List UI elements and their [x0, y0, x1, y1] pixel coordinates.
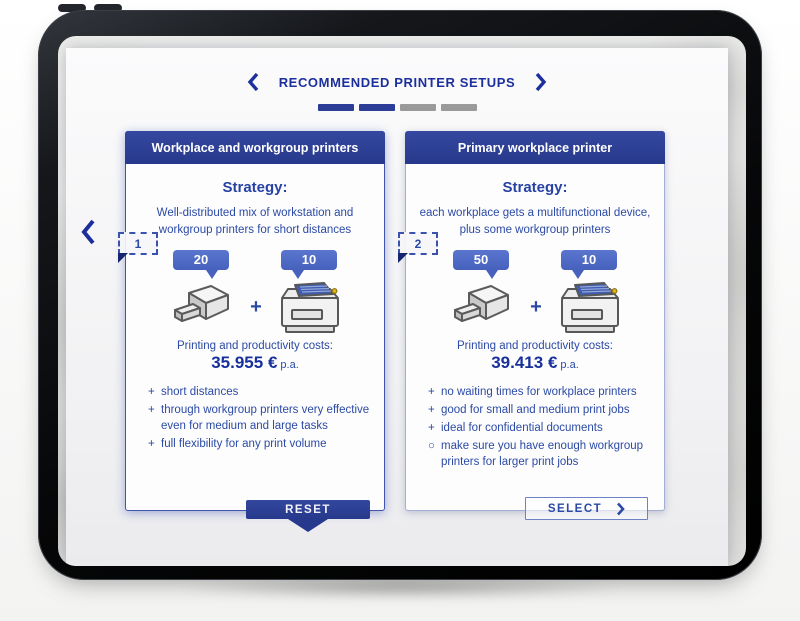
index-label: 1	[134, 236, 142, 251]
benefit-list	[148, 384, 370, 454]
app-panel	[66, 48, 728, 566]
setup-card-1	[125, 131, 385, 511]
benefit-list	[428, 384, 650, 472]
cost-value: 35.955 €	[211, 353, 278, 372]
list-item	[428, 402, 650, 418]
setup-index-tab-1[interactable]	[118, 232, 158, 255]
strategy-description: each workplace gets a multifunctional device, plus some workgroup printers	[419, 207, 651, 236]
list-item	[148, 436, 370, 452]
card-title: Primary workplace printer	[457, 140, 613, 155]
list-item	[428, 384, 650, 400]
list-item	[148, 384, 370, 400]
costs-label: Printing and productivity costs:	[177, 340, 333, 352]
card-title-bar	[405, 131, 665, 164]
list-item	[428, 420, 650, 436]
bullet-marker: +	[428, 404, 435, 417]
plus-separator: +	[530, 296, 542, 318]
costs-label: Printing and productivity costs:	[457, 340, 613, 352]
side-prev-button[interactable]	[80, 218, 95, 246]
cost-unit: p.a.	[560, 359, 579, 371]
card-title: Workplace and workgroup printers	[151, 140, 359, 155]
bullet-text: no waiting times for workplace printers	[441, 386, 637, 398]
strategy-description: Well-distributed mix of workstation and workgroup printers for short distances	[156, 207, 354, 236]
progress-segment	[318, 104, 354, 111]
tablet-frame	[38, 10, 762, 580]
bullet-text: through workgroup printers very effective even for medium and large tasks	[161, 404, 370, 433]
setup-index-tab-2[interactable]	[398, 232, 438, 255]
printer-group-workgroup	[264, 250, 354, 334]
header-prev-button[interactable]	[247, 72, 259, 92]
list-item	[428, 438, 650, 470]
cost-value: 39.413 €	[491, 353, 558, 372]
bullet-marker: +	[428, 422, 435, 435]
workplace-printer-icon	[445, 278, 517, 332]
cost-line	[126, 353, 384, 373]
index-label: 2	[414, 236, 422, 251]
chevron-left-icon	[80, 218, 95, 246]
bullet-marker: +	[148, 438, 155, 451]
strategy-heading: Strategy:	[502, 179, 568, 196]
printer-count-badge: 10	[561, 250, 617, 270]
bullet-text: short distances	[161, 386, 239, 398]
workgroup-printer-icon	[552, 278, 626, 334]
plus-separator: +	[250, 296, 262, 318]
card-title-bar	[125, 131, 385, 164]
printer-count-badge: 10	[281, 250, 337, 270]
progress-segment	[359, 104, 395, 111]
cost-line	[406, 353, 664, 373]
printer-row	[126, 250, 384, 352]
reset-button[interactable]: RESET	[246, 500, 370, 519]
chevron-left-icon	[247, 72, 259, 92]
printer-group-workgroup	[544, 250, 634, 334]
printer-group-workplace	[436, 250, 526, 332]
bullet-marker: +	[148, 404, 155, 417]
bullet-text: full flexibility for any print volume	[161, 438, 327, 451]
bullet-text: make sure you have enough workgroup printers for larger print jobs	[441, 440, 644, 469]
printer-count-badge: 50	[453, 250, 509, 270]
workgroup-printer-icon	[272, 278, 346, 334]
printer-group-workplace	[156, 250, 246, 332]
bullet-text: good for small and medium print jobs	[441, 404, 630, 417]
header-next-button[interactable]	[535, 72, 547, 92]
progress-segment	[441, 104, 477, 111]
page-title: RECOMMENDED PRINTER SETUPS	[278, 74, 516, 90]
select-button-label: SELECT	[547, 502, 603, 515]
list-item	[148, 402, 370, 434]
printer-row	[406, 250, 664, 352]
bullet-text: ideal for confidential documents	[441, 422, 603, 435]
bullet-marker: +	[428, 386, 435, 398]
progress-segment	[400, 104, 436, 111]
bullet-marker: ○	[428, 440, 435, 453]
workplace-printer-icon	[165, 278, 237, 332]
strategy-heading: Strategy:	[222, 179, 288, 196]
select-button[interactable]	[525, 497, 648, 520]
tablet-screen	[58, 36, 746, 566]
cost-unit: p.a.	[280, 359, 299, 371]
progress-indicator	[66, 104, 728, 111]
chevron-right-icon	[535, 72, 547, 92]
bullet-marker: +	[148, 386, 155, 398]
app-header	[66, 72, 728, 92]
setup-card-2	[405, 131, 665, 511]
printer-count-badge: 20	[173, 250, 229, 270]
chevron-right-icon	[616, 502, 625, 516]
